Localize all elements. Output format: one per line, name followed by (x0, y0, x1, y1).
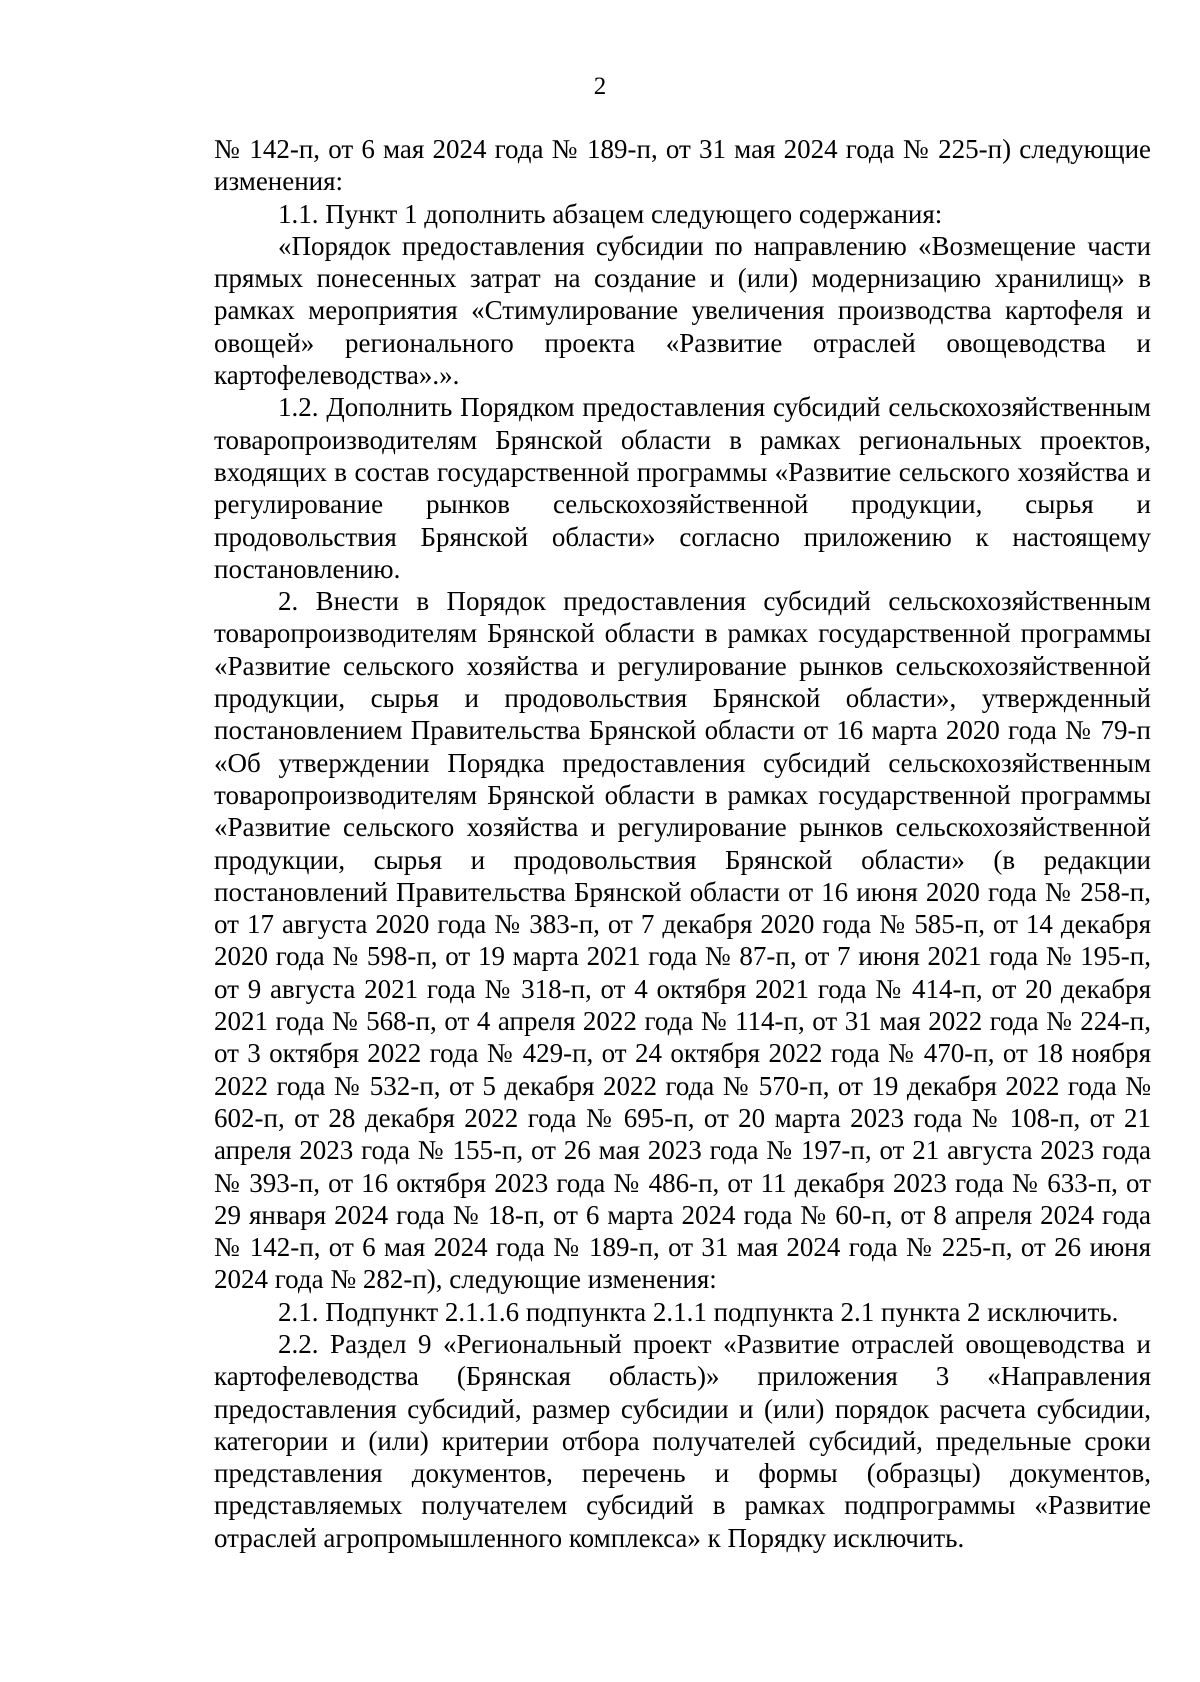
paragraph-2: 2. Внести в Порядок предоставления субсидий сельскохозяйственным товаропроизводителям Брянской области в рамках государственной программы «Развитие сельского хозяйства и регулирование рынков сельскохозяйственной продукции, сырья и продовольствия Брянской области», утвержденный постановлением Правительства Брянской области от 16 марта 2020 года № 79-п «Об утверждении Порядка предоставления субсидий сельскохозяйственным товаропроизводителям Брянской области в рамках государственной программы «Развитие сельского хозяйства и регулирование рынков сельскохозяйственной продукции, сырья и продовольствия Брянской области» (в редакции постановлений Правительства Брянской области от 16 июня 2020 года № 258-п, от 17 августа 2020 года № 383-п, от 7 декабря 2020 года № 585-п, от 14 декабря 2020 года № 598-п, от 19 марта 2021 года № 87-п, от 7 июня 2021 года № 195-п, от 9 августа 2021 года № 318-п, от 4 октября 2021 года № 414-п, от 20 декабря 2021 года № 568-п, от 4 апреля 2022 года № 114-п, от 31 мая 2022 года № 224-п, от 3 октября 2022 года № 429-п, от 24 октября 2022 года № 470-п, от 18 ноября 2022 года № 532-п, от 5 декабря 2022 года № 570-п, от 19 декабря 2022 года № 602-п, от 28 декабря 2022 года № 695-п, от 20 марта 2023 года № 108-п, от 21 апреля 2023 года № 155-п, от 26 мая 2023 года № 197-п, от 21 августа 2023 года № 393-п, от 16 октября 2023 года № 486-п, от 11 декабря 2023 года № 633-п, от 29 января 2024 года № 18-п, от 6 марта 2024 года № 60-п, от 8 апреля 2024 года № 142-п, от 6 мая 2024 года № 189-п, от 31 мая 2024 года № 225-п, от 26 июня 2024 года № 282-п), следующие изменения: (214, 586, 1151, 1295)
paragraph-continuation: № 142-п, от 6 мая 2024 года № 189-п, от 31 мая 2024 года № 225-п) следующие изменения: (214, 134, 1151, 197)
paragraph-1-2: 1.2. Дополнить Порядком предоставления субсидий сельскохозяйственным товаропроизводителям Брянской области в рамках региональных проектов, входящих в состав государственной программы «Развитие сельского хозяйства и регулирование рынков сельскохозяйственной продукции, сырья и продовольствия Брянской области» согласно приложению к настоящему постановлению. (214, 392, 1151, 584)
paragraph-quote: «Порядок предоставления субсидии по направлению «Возмещение части прямых понесенных затрат на создание и (или) модернизацию хранилищ» в рамках мероприятия «Стимулирование увеличения производства картофеля и овощей» регионального проекта «Развитие отраслей овощеводства и картофелеводства».». (214, 230, 1151, 391)
paragraph-2-1: 2.1. Подпункт 2.1.1.6 подпункта 2.1.1 подпункта 2.1 пункта 2 исключить. (278, 1296, 1119, 1327)
page-number: 2 (593, 73, 607, 100)
paragraph-1-1: 1.1. Пункт 1 дополнить абзацем следующего содержания: (278, 198, 943, 229)
paragraph-2-2: 2.2. Раздел 9 «Региональный проект «Развитие отраслей овощеводства и картофелеводства (Брянская область)» приложения 3 «Направления предоставления субсидий, размер субсидии и (или) порядок расчета субсидии, категории и (или) критерии отбора получателей субсидий, предельные сроки представления документов, перечень и формы (образцы) документов, представляемых получателем субсидий в рамках подпрограммы «Развитие отраслей агропромышленного комплекса» к Порядку исключить. (214, 1328, 1151, 1553)
document-body (214, 133, 1151, 1554)
